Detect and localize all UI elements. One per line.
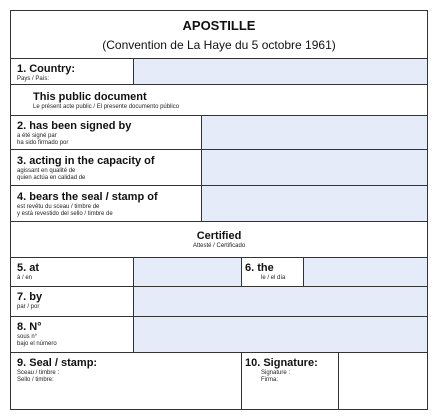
seal-of-label: 4. bears the seal / stamp of [17,191,158,203]
certified-sublabel: Attesté / Certificado [192,243,246,249]
signature-label: 10. Signature: [245,357,318,369]
by-field[interactable] [134,287,427,316]
divider [11,221,427,222]
signature-sublabel-es: Firma: [261,377,278,383]
number-field[interactable] [134,317,427,352]
form-subtitle: (Convention de La Haye du 5 octobre 1961) [102,38,336,52]
seal-stamp-label: 9. Seal / stamp: [17,357,98,369]
capacity-sublabel-fr: agissant en qualité de [17,168,76,174]
date-label: 6. the [245,262,274,274]
seal-stamp-sublabel-es: Sello / timbre: [17,377,54,383]
public-document-sublabel: Le présent acte public / El presente documento público [33,104,180,110]
certified-label: Certified [196,230,242,242]
apostille-form [10,10,428,410]
at-field[interactable] [134,258,241,286]
date-sublabel: le / el día [261,275,286,281]
by-label: 7. by [17,291,43,303]
divider [241,257,242,286]
country-sublabel: Pays / País: [17,76,50,82]
signature-sublabel-fr: Signature : [261,370,291,376]
at-sublabel: à / en [17,275,33,281]
signed-by-label: 2. has been signed by [17,120,132,132]
seal-of-field[interactable] [202,186,427,221]
capacity-field[interactable] [202,150,427,185]
number-sublabel-es: bajo el número [17,341,57,347]
number-sublabel-fr: sous n° [17,334,38,340]
public-document-label: This public document [33,91,147,103]
seal-of-sublabel-es: y está revestido del sello / timbre de [17,211,113,217]
country-field[interactable] [134,59,427,84]
at-label: 5. at [17,262,40,274]
date-field[interactable] [304,258,427,286]
divider [241,352,242,410]
signature-field[interactable] [339,353,427,409]
seal-stamp-sublabel-fr: Sceau / timbre : [17,370,60,376]
form-title: APOSTILLE [182,18,256,33]
by-sublabel: par / por [17,304,40,310]
number-label: 8. N° [17,321,42,333]
country-label: 1. Country: [17,63,76,75]
seal-of-sublabel-fr: est revêtu du sceau / timbre de [17,204,100,210]
divider [11,84,427,85]
capacity-sublabel-es: quien actúa en calidad de [17,175,86,181]
signed-by-sublabel-fr: a été signé par [17,133,57,139]
signed-by-field[interactable] [202,116,427,149]
capacity-label: 3. acting in the capacity of [17,155,155,167]
signed-by-sublabel-es: ha sido firmado por [17,140,69,146]
